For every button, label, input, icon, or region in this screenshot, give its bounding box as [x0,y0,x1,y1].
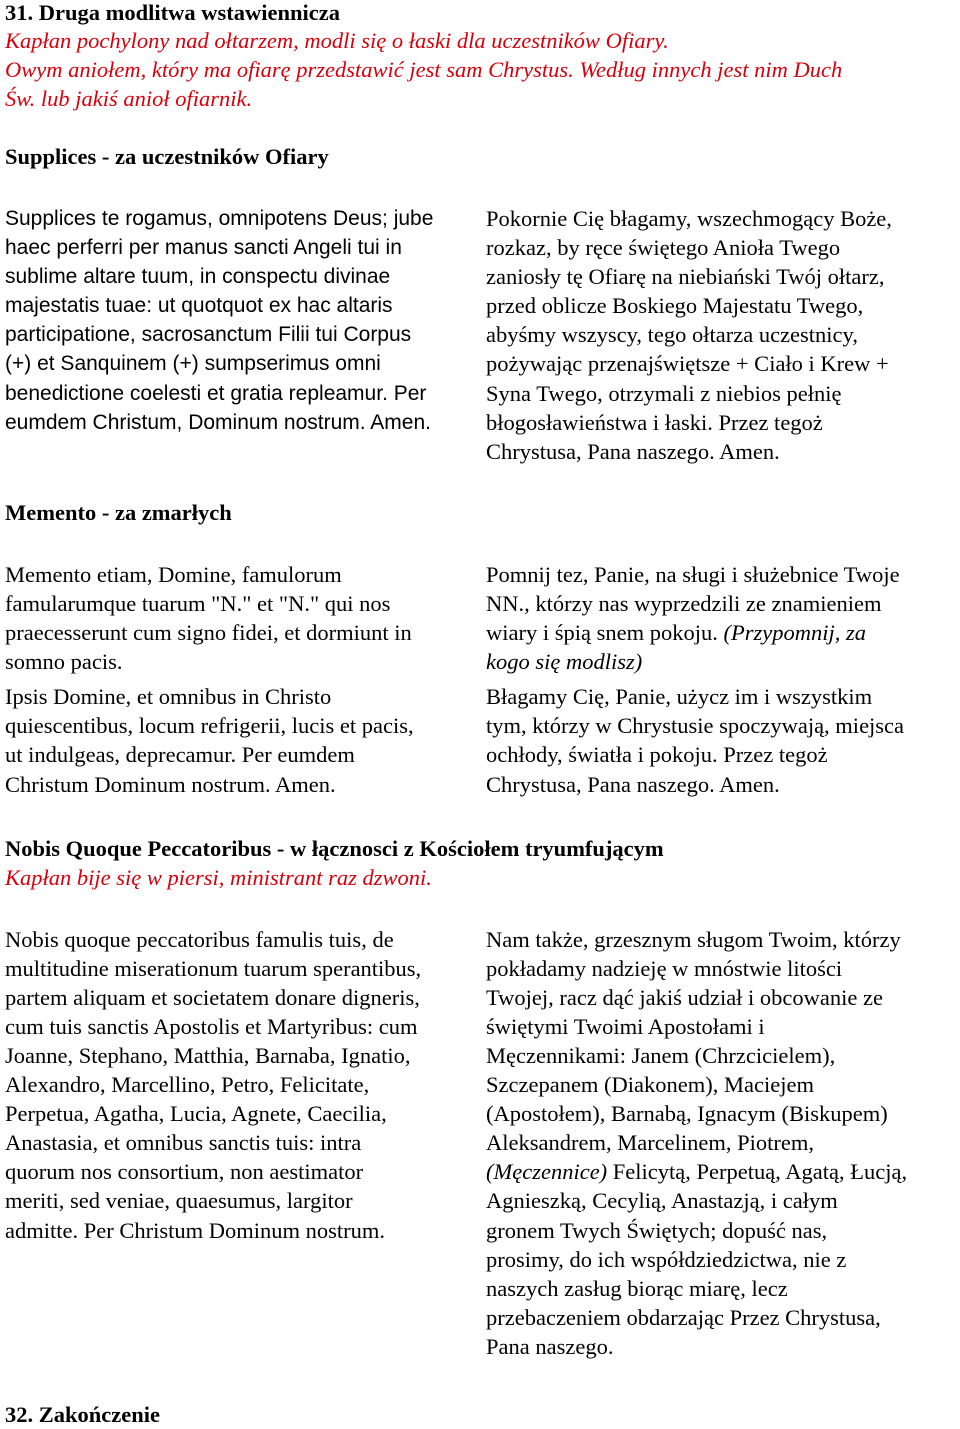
section-31 [5,0,955,113]
polish-line: zaniosły tę Ofiarę na niebiański Twój ołtarz, [486,264,885,290]
latin-line: eumdem Christum, Dominum nostrum. Amen. [5,410,431,434]
polish-text: Felicytą, Perpetuą, Agatą, Łucją, [607,1159,908,1185]
latin-line: Ipsis Domine, et omnibus in Christo [5,684,332,710]
memento-latin-paragraph-2 [5,682,486,798]
latin-line: multitudine miserationum tuarum sperantibus, [5,955,422,981]
memento-polish-paragraph-1 [486,560,955,676]
nobis-heading: Nobis Quoque Peccatoribus - w łącznosci z Kościołem tryumfującym [5,835,664,861]
latin-line: Alexandro, Marcellino, Petro, Felicitate, [5,1072,370,1098]
polish-line: Chrystusa, Pana naszego. Amen. [486,771,780,797]
latin-line: somno pacis. [5,649,123,675]
section-32-heading: 32. Zakończenie [5,1402,160,1427]
latin-line: partem aliquam et societatem donare digneris, [5,984,420,1010]
polish-line: pożywając przenajświętsze + Ciało i Krew + [486,351,889,377]
latin-line: (+) et Sanquinem (+) sumpserimus omni [5,352,381,376]
rubric-line: Owym aniołem, który ma ofiarę przedstawić jest sam Chrystus. Według innych jest nim Duch [5,57,843,82]
polish-line: ochłody, światła i pokoju. Przez tegoż [486,742,828,768]
memento-heading: Memento - za zmarłych [5,499,232,525]
polish-line: Męczennikami: Janem (Chrzcicielem), [486,1042,836,1068]
polish-line: Pana naszego. [486,1333,614,1359]
polish-line: Nam także, grzesznym sługom Twoim, którzy [486,926,901,952]
latin-line: majestatis tuae: ut quotquot ex hac altaris [5,294,393,318]
latin-line: meriti, sed veniae, quaesumus, largitor [5,1188,353,1214]
polish-line: przebaczeniem obdarzając Przez Chrystusa, [486,1304,881,1330]
polish-text: wiary i śpią snem pokoju. [486,620,724,646]
section-31-heading: 31. Druga modlitwa wstawiennicza [5,0,340,25]
memento-latin-paragraph-1 [5,560,486,676]
polish-italic-note: (Przypomnij, za [723,620,866,646]
latin-line: benedictione coelesti et gratia repleamur. Per [5,381,427,405]
latin-line: famularumque tuarum "N." et "N." qui nos [5,590,391,616]
polish-line [486,1157,955,1186]
supplices-latin [5,204,486,466]
nobis-latin [5,925,486,1361]
latin-line: Christum Dominum nostrum. Amen. [5,771,336,797]
latin-line: Anastasia, et omnibus sanctis tuis: intra [5,1130,362,1156]
latin-line: Perpetua, Agatha, Lucia, Agnete, Caecilia, [5,1101,387,1127]
polish-line: przed oblicze Boskiego Majestatu Twego, [486,293,864,319]
nobis-rubric: Kapłan bije się w piersi, ministrant raz dzwoni. [5,864,432,890]
polish-line: abyśmy wszyscy, tego ołtarza uczestnicy, [486,322,858,348]
polish-line: tym, którzy w Chrystusie spoczywają, miejsca [486,713,905,739]
polish-line: Pokornie Cię błagamy, wszechmogący Boże, [486,206,892,231]
polish-line: błogosławieństwa i łaski. Przez tegoż [486,409,823,435]
latin-line: sublime altare tuum, in conspectu divinae [5,265,391,289]
nobis-columns [5,925,955,1361]
nobis-polish [486,925,955,1361]
latin-line: Supplices te rogamus, omnipotens Deus; jube [5,207,434,230]
latin-line: cum tuis sanctis Apostolis et Martyribus: cum [5,1013,418,1039]
polish-line: świętymi Twoimi Apostołami i [486,1013,765,1039]
nobis-section [5,835,955,892]
memento-polish-paragraph-2 [486,682,955,798]
polish-line: naszych zasług biorąc miarę, lecz [486,1275,788,1301]
latin-line: admitte. Per Christum Dominum nostrum. [5,1217,385,1243]
latin-line: ut indulgeas, deprecamur. Per eumdem [5,742,355,768]
polish-line [486,618,955,647]
latin-line: quiescentibus, locum refrigerii, lucis et pacis, [5,713,414,739]
latin-line: Memento etiam, Domine, famulorum [5,561,342,587]
latin-line: Joanne, Stephano, Matthia, Barnaba, Ignatio, [5,1042,411,1068]
polish-italic-note: kogo się modlisz) [486,649,643,675]
polish-line: rozkaz, by ręce świętego Anioła Twego [486,235,841,261]
rubric-line: Kapłan pochylony nad ołtarzem, modli się o łaski dla uczestników Ofiary. [5,28,669,53]
polish-line: Agnieszką, Cecylią, Anastazją, i całym [486,1188,838,1214]
polish-line: Błagamy Cię, Panie, użycz im i wszystkim [486,684,873,710]
supplices-polish [486,204,955,466]
latin-line: haec perferri per manus sancti Angeli tui in [5,236,402,260]
polish-line: (Apostołem), Barnabą, Ignacym (Biskupem) [486,1101,888,1127]
section-31-rubric [5,26,955,113]
latin-line: praecesserunt cum signo fidei, et dormiunt in [5,620,412,646]
polish-line: NN., którzy nas wyprzedzili ze znamieniem [486,590,882,616]
polish-line: Szczepanem (Diakonem), Maciejem [486,1072,814,1098]
polish-line: Syna Twego, otrzymali z niebios pełnię [486,380,842,406]
latin-line: participatione, sacrosanctum Filii tui Corpus [5,323,412,347]
memento-polish [486,560,955,799]
polish-italic-note: (Męczennice) [486,1159,608,1185]
polish-line: prosimy, do ich współdziedzictwa, nie z [486,1246,847,1272]
polish-line: Chrystusa, Pana naszego. Amen. [486,438,780,464]
latin-line: Nobis quoque peccatoribus famulis tuis, de [5,926,394,952]
memento-columns [5,560,955,799]
polish-line: Pomnij tez, Panie, na sługi i służebnice Twoje [486,561,900,587]
latin-line: quorum nos consortium, non aestimator [5,1159,364,1185]
rubric-line: Św. lub jakiś anioł ofiarnik. [5,86,253,111]
document-page [5,0,955,1427]
memento-latin [5,560,486,799]
polish-line: pokładamy nadzieję w mnóstwie litości [486,955,843,981]
supplices-heading: Supplices - za uczestników Ofiary [5,144,329,169]
polish-line: Aleksandrem, Marcelinem, Piotrem, [486,1130,815,1156]
supplices-columns [5,204,955,466]
polish-line: gronem Twych Świętych; dopuść nas, [486,1217,828,1243]
polish-line: Twojej, racz dąć jakiś udział i obcowanie ze [486,984,883,1010]
